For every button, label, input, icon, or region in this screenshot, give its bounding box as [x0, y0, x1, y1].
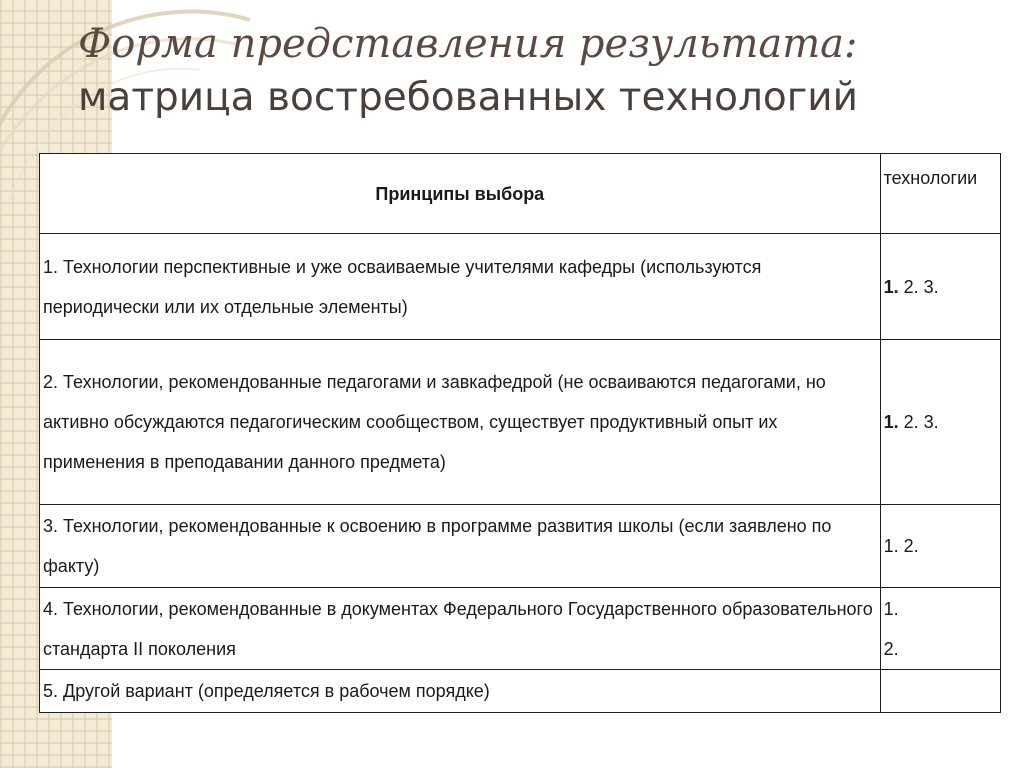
table-row	[40, 670, 1001, 713]
slide-title-line1: Форма представления результата:	[78, 21, 858, 67]
technology-number: 1.	[883, 598, 899, 619]
principle-cell: 5. Другой вариант (определяется в рабочем порядке)	[40, 670, 881, 713]
technologies-cell: 1. 2.	[880, 505, 1000, 588]
table-row	[40, 505, 1001, 588]
technologies-cell	[880, 670, 1000, 713]
header-technologies-cell: технологии	[880, 154, 1000, 234]
principle-cell: 4. Технологии, рекомендованные в документах Федерального Государственного образовательного стандарта II поколения	[40, 588, 881, 670]
technologies-cell	[880, 340, 1000, 505]
table-row	[40, 234, 1001, 340]
technologies-cell	[880, 588, 1000, 670]
principle-cell: 3. Технологии, рекомендованные к освоению в программе развития школы (если заявлено по факту)	[40, 505, 881, 588]
technology-matrix-table	[39, 153, 1001, 713]
table-row	[40, 588, 1001, 670]
principle-cell: 1. Технологии перспективные и уже осваиваемые учителями кафедры (используются периодически или их отдельные элементы)	[40, 234, 881, 340]
technology-numbers: 2. 3.	[903, 412, 939, 432]
table-row	[40, 340, 1001, 505]
technology-numbers: 2. 3.	[903, 276, 939, 297]
technology-number-highlighted: 1.	[883, 412, 899, 432]
header-principles-cell: Принципы выбора	[40, 154, 881, 234]
principle-cell: 2. Технологии, рекомендованные педагогами и завкафедрой (не осваиваются педагогами, но активно обсуждаются педагогическим сообществом, существует продуктивный опыт их применения в преподавании данного предмета)	[40, 340, 881, 505]
slide-title	[78, 18, 998, 124]
technology-number: 2.	[883, 638, 899, 659]
slide-title-line2: матрица востребованных технологий	[78, 75, 858, 120]
technology-number-highlighted: 1.	[883, 276, 899, 297]
table-header-row	[40, 154, 1001, 234]
technologies-cell	[880, 234, 1000, 340]
